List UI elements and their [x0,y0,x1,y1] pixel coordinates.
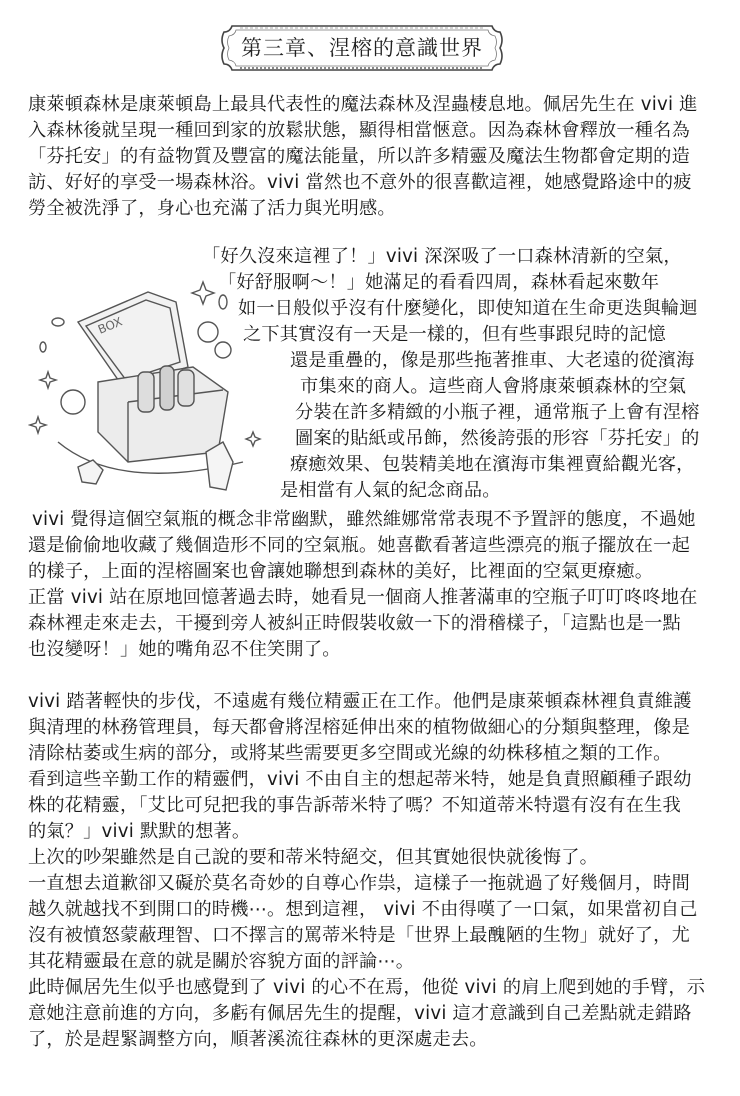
paragraph-line: 的氣？」vivi 默默的想著。 [28,821,251,842]
paragraph-line: 越久就越找不到開口的時機⋯。想到這裡， vivi 不由得嘆了一口氣，如果當初自己 [28,899,698,920]
paragraph-line: 其花精靈最在意的就是關於容貌方面的評論⋯。 [28,951,415,972]
paragraph-line: 是相當有人氣的紀念商品。 [280,480,501,501]
paragraph-line: 與清理的林務管理員，每天都會將涅榕延伸出來的植物做細心的分類與整理，像是 [28,717,690,738]
paragraph-line: 正當 vivi 站在原地回憶著過去時，她看見一個商人推著滿車的空瓶子叮叮咚咚地在 [28,587,698,608]
paragraph-line: 意她注意前進的方向，多虧有佩居先生的提醒，vivi 這才意識到自己差點就走錯路 [28,1003,692,1024]
chapter-title-frame [218,22,506,74]
paragraph-line: 康萊頓森林是康萊頓島上最具代表性的魔法森林及涅蟲棲息地。佩居先生在 vivi 進 [28,94,698,115]
paragraph-line: 上次的吵架雖然是自己說的要和蒂米特絕交，但其實她很快就後悔了。 [28,847,599,868]
paragraph-line: 入森林後就呈現一種回到家的放鬆狀態，顯得相當愜意。因為森林會釋放一種名為 [28,120,690,141]
paragraph-line: 勞全被洗淨了，身心也充滿了活力與光明感。 [28,198,396,219]
paragraph-line: 株的花精靈，「艾比可兒把我的事告訴蒂米特了嗎？不知道蒂米特還有沒有在生我 [28,795,681,816]
paragraph-line: 療癒效果、包裝精美地在濱海市集裡賣給觀光客， [290,454,695,475]
paragraph-line: 看到這些辛勤工作的精靈們，vivi 不由自主的想起蒂米特，她是負責照顧種子跟幼 [28,769,692,790]
paragraph-line: 之下其實沒有一天是一樣的，但有些事跟兒時的記憶 [243,324,666,345]
paragraph-line: 分裝在許多精緻的小瓶子裡，通常瓶子上會有涅榕 [295,402,700,423]
chapter-title: 第三章、涅榕的意識世界 [241,36,483,60]
paragraph-line: vivi 覺得這個空氣瓶的概念非常幽默，雖然維娜常常表現不予置評的態度，不過她 [32,509,696,530]
svg-text:BOX: BOX [95,314,125,337]
paragraph-line: 了，於是趕緊調整方向，順著溪流往森林的更深處走去。 [28,1029,488,1050]
paragraph-line: 森林裡走來走去，干擾到旁人被糾正時假裝收斂一下的滑稽樣子，「這點也是一點 [28,613,681,634]
paragraph-line: 一直想去道歉卻又礙於莫名奇妙的自尊心作祟，這樣子一拖就過了好幾個月，時間 [28,873,690,894]
paragraph-line: 沒有被憤怒蒙蔽理智、口不擇言的罵蒂米特是「世界上最醜陋的生物」就好了，尤 [28,925,690,946]
paragraph-line: 此時佩居先生似乎也感覺到了 vivi 的心不在焉，他從 vivi 的肩上爬到她的手臂，示 [28,977,706,998]
paragraph-line: 市集來的商人。這些商人會將康萊頓森林的空氣 [300,376,687,397]
paragraph-line: 「好舒服啊～！」她滿足的看看四周，森林看起來數年 [218,272,660,293]
paragraph-line: 還是重疊的，像是那些拖著推車、大老遠的從濱海 [290,350,695,371]
paragraph-line: 的樣子，上面的涅榕圖案也會讓她聯想到森林的美好，比裡面的空氣更療癒。 [28,561,654,582]
paragraph-line: 圖案的貼紙或吊飾，然後誇張的形容「芬托安」的 [295,428,700,449]
treasure-chest-illustration [28,262,268,502]
treasure-chest-icon [28,262,268,502]
paragraph-line: 如一日般似乎沒有什麼變化，即使知道在生命更迭與輪迴 [238,298,698,319]
paragraph-line: 也沒變呀！」她的嘴角忍不住笑開了。 [28,639,341,660]
paragraph-line: 清除枯萎或生病的部分，或將某些需要更多空間或光線的幼株移植之類的工作。 [28,743,672,764]
paragraph-line: 「好久沒來這裡了！」vivi 深深吸了一口森林清新的空氣， [202,246,682,267]
paragraph-line: 「芬托安」的有益物質及豐富的魔法能量，所以許多精靈及魔法生物都會定期的造 [28,146,690,167]
paragraph-line: vivi 踏著輕快的步伐，不遠處有幾位精靈正在工作。他們是康萊頓森林裡負責維護 [28,691,692,712]
paragraph-line: 還是偷偷地收藏了幾個造形不同的空氣瓶。她喜歡看著這些漂亮的瓶子擺放在一起 [28,535,690,556]
paragraph-line: 訪、好好的享受一場森林浴。vivi 當然也不意外的很喜歡這裡，她感覺路途中的疲 [28,172,692,193]
